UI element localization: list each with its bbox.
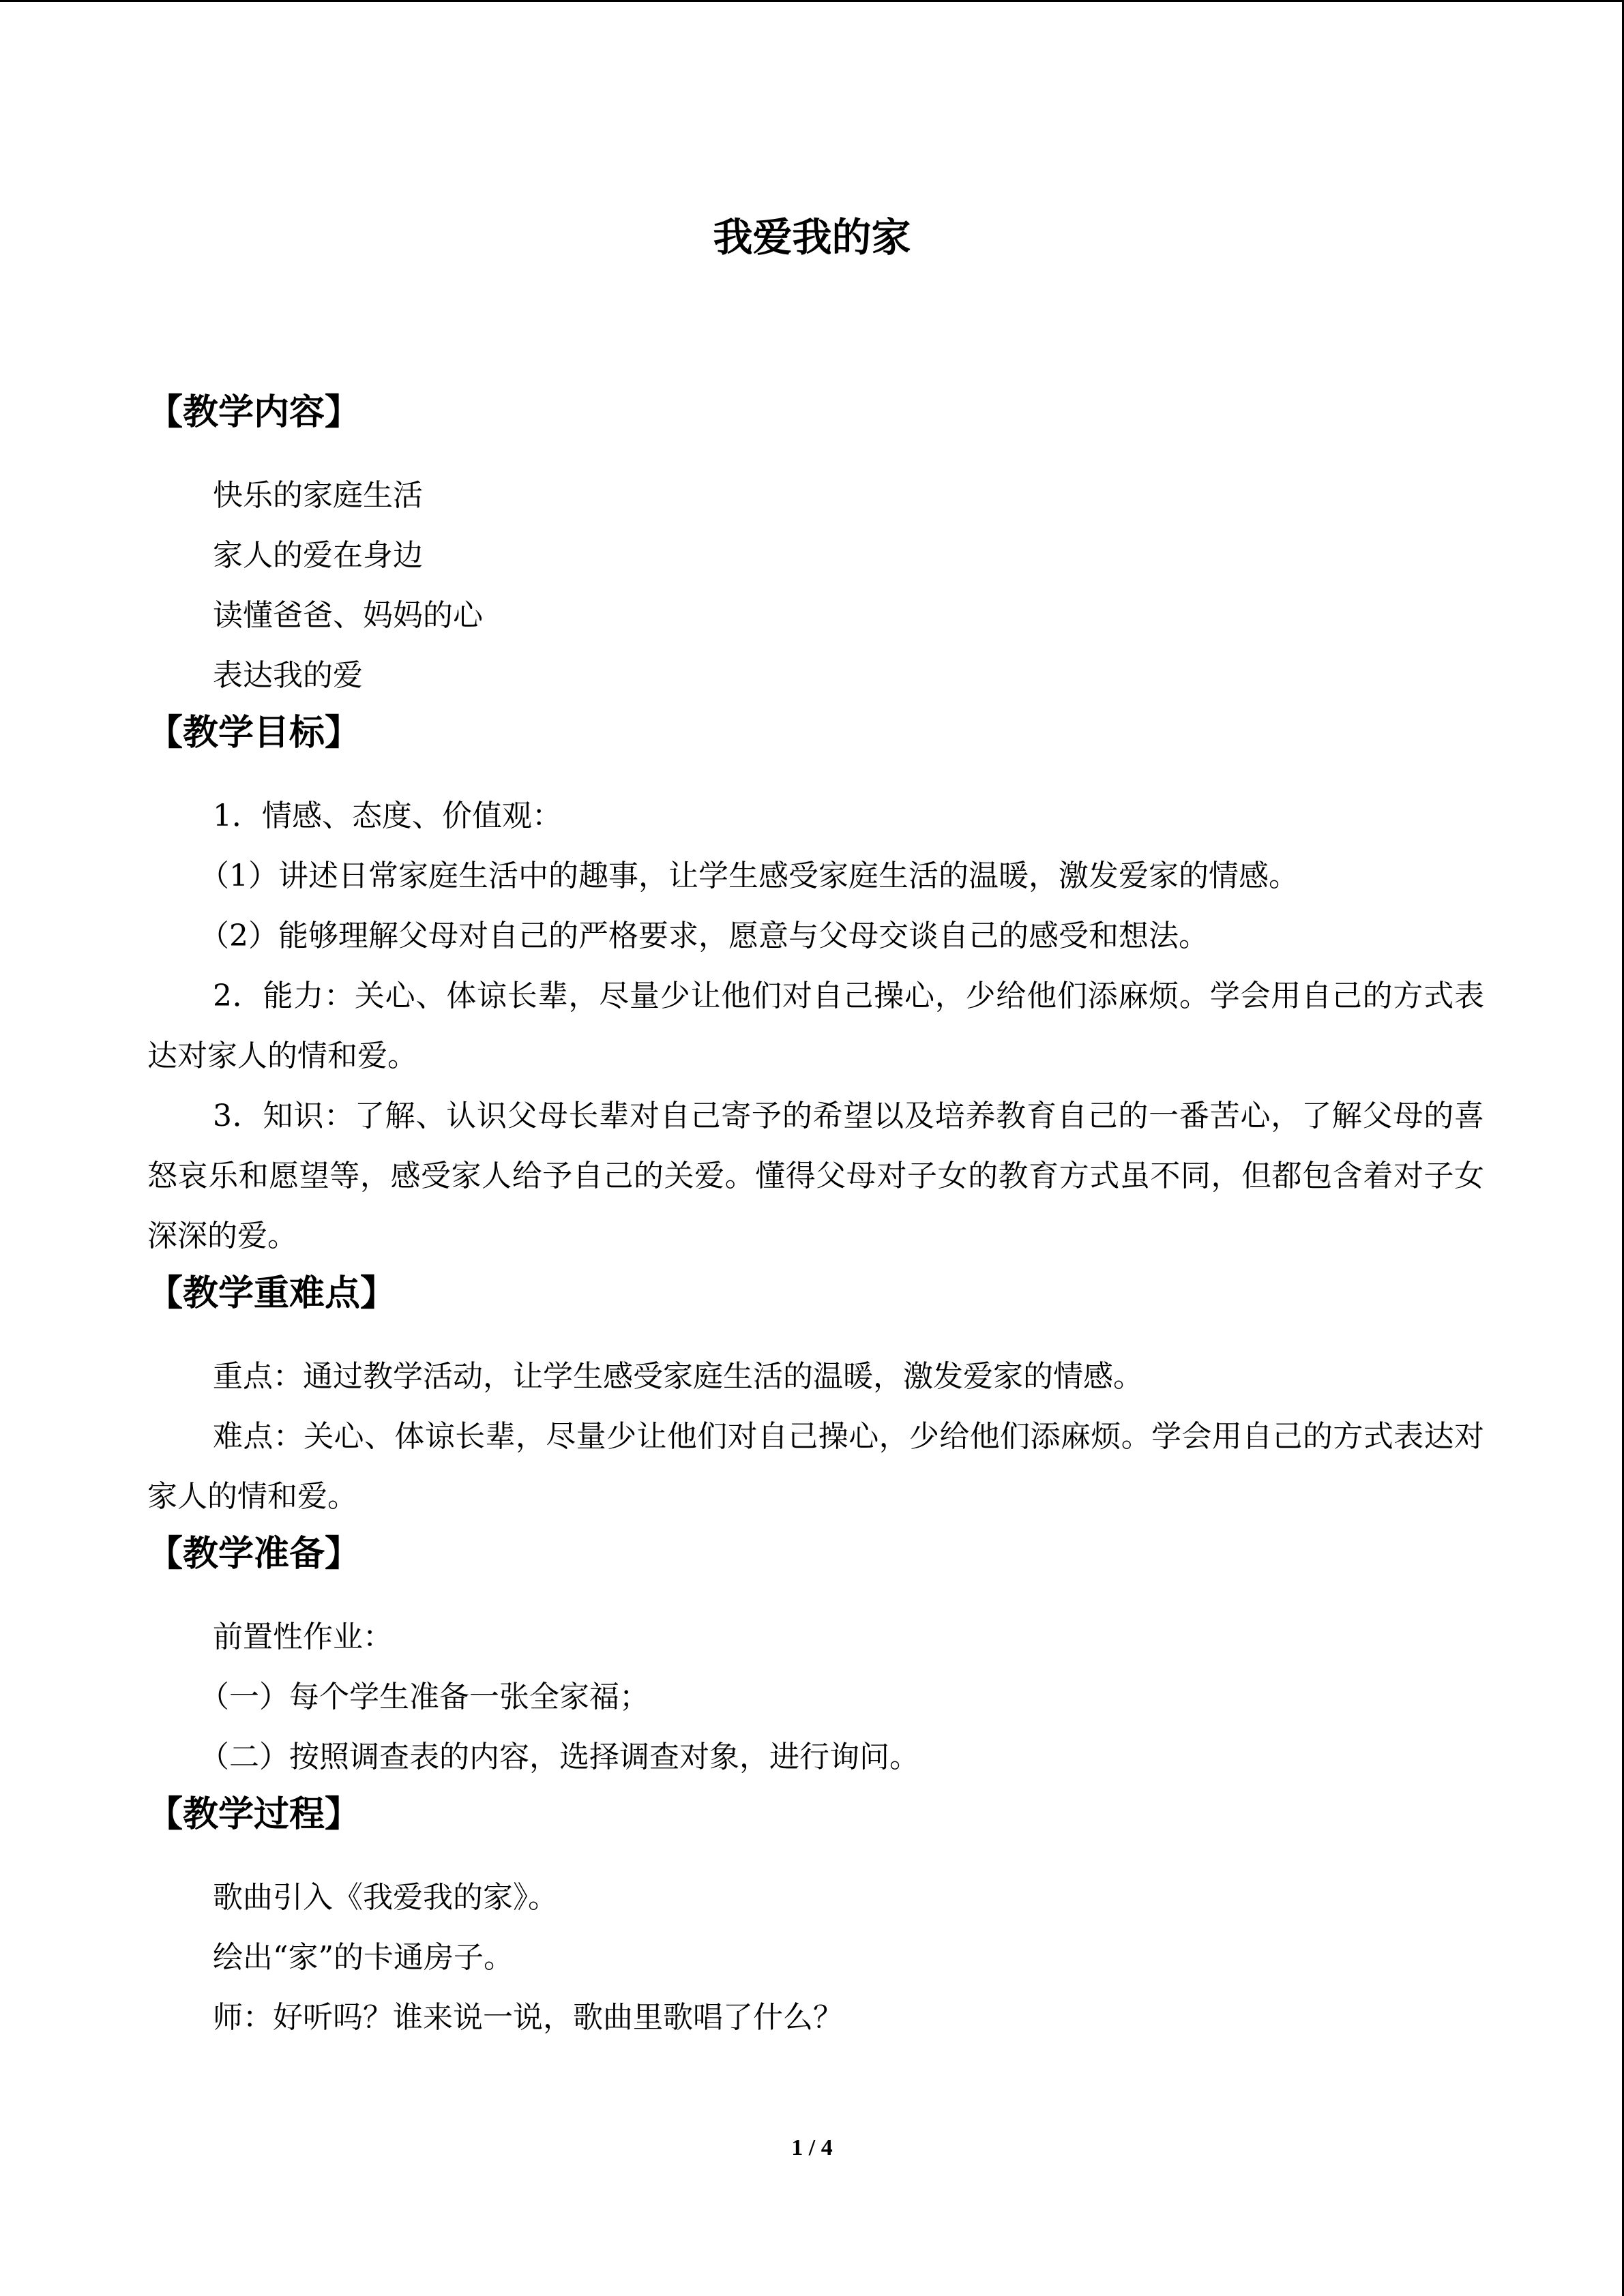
list-item: 家人的爱在身边: [213, 538, 423, 573]
goal-subitem: （2）能够理解父母对自己的严格要求，愿意与父母交谈自己的感受和想法。: [199, 919, 1209, 953]
document-title: 我爱我的家: [713, 214, 911, 260]
section-heading: 【教学内容】: [147, 392, 361, 433]
page-top-border: [0, 0, 1624, 2]
goal-subitem: （1）讲述日常家庭生活中的趣事，让学生感受家庭生活的温暖，激发爱家的情感。: [199, 859, 1299, 893]
list-item: 表达我的爱: [213, 658, 363, 693]
preparation-item: （一）每个学生准备一张全家福；: [199, 1680, 649, 1714]
list-item: 读懂爸爸、妈妈的心: [213, 598, 483, 633]
section-heading: 【教学重难点】: [147, 1273, 396, 1314]
section-teaching-goals: [147, 706, 1484, 1266]
process-item: 歌曲引入《我爱我的家》。: [213, 1880, 558, 1915]
goal-item: 1．情感、态度、价值观：: [213, 799, 562, 833]
document-body: [147, 385, 1484, 2048]
preparation-item: （二）按照调查表的内容，选择调查对象，进行询问。: [199, 1740, 919, 1774]
section-teaching-process: [147, 1787, 1484, 2048]
key-point: 重点：通过教学活动，让学生感受家庭生活的温暖，激发爱家的情感。: [213, 1359, 1143, 1394]
section-preparation: [147, 1527, 1484, 1787]
preparation-intro: 前置性作业：: [213, 1620, 393, 1654]
section-heading: 【教学准备】: [147, 1534, 361, 1575]
goal-item: 3．知识：了解、认识父母长辈对自己寄予的希望以及培养教育自己的一番苦心，了解父母的喜怒哀乐和愿望等，感受家人给予自己的关爱。懂得父母对子女的教育方式虽不同，但都包含着对子女深深的爱。: [147, 1099, 1484, 1253]
process-item: 绘出“家”的卡通房子。: [213, 1940, 514, 1975]
section-heading: 【教学过程】: [147, 1794, 361, 1835]
section-teaching-content: [147, 385, 1484, 706]
difficult-point: 难点：关心、体谅长辈，尽量少让他们对自己操心，少给他们添麻烦。学会用自己的方式表达对家人的情和爱。: [147, 1419, 1484, 1514]
page-number: 1 / 4: [791, 2135, 833, 2160]
goal-item: 2．能力：关心、体谅长辈，尽量少让他们对自己操心，少给他们添麻烦。学会用自己的方式表达对家人的情和爱。: [147, 979, 1484, 1073]
section-heading: 【教学目标】: [147, 713, 361, 754]
section-key-points: [147, 1266, 1484, 1527]
list-item: 快乐的家庭生活: [213, 478, 423, 513]
process-item: 师：好听吗？谁来说一说，歌曲里歌唱了什么？: [213, 2000, 843, 2035]
